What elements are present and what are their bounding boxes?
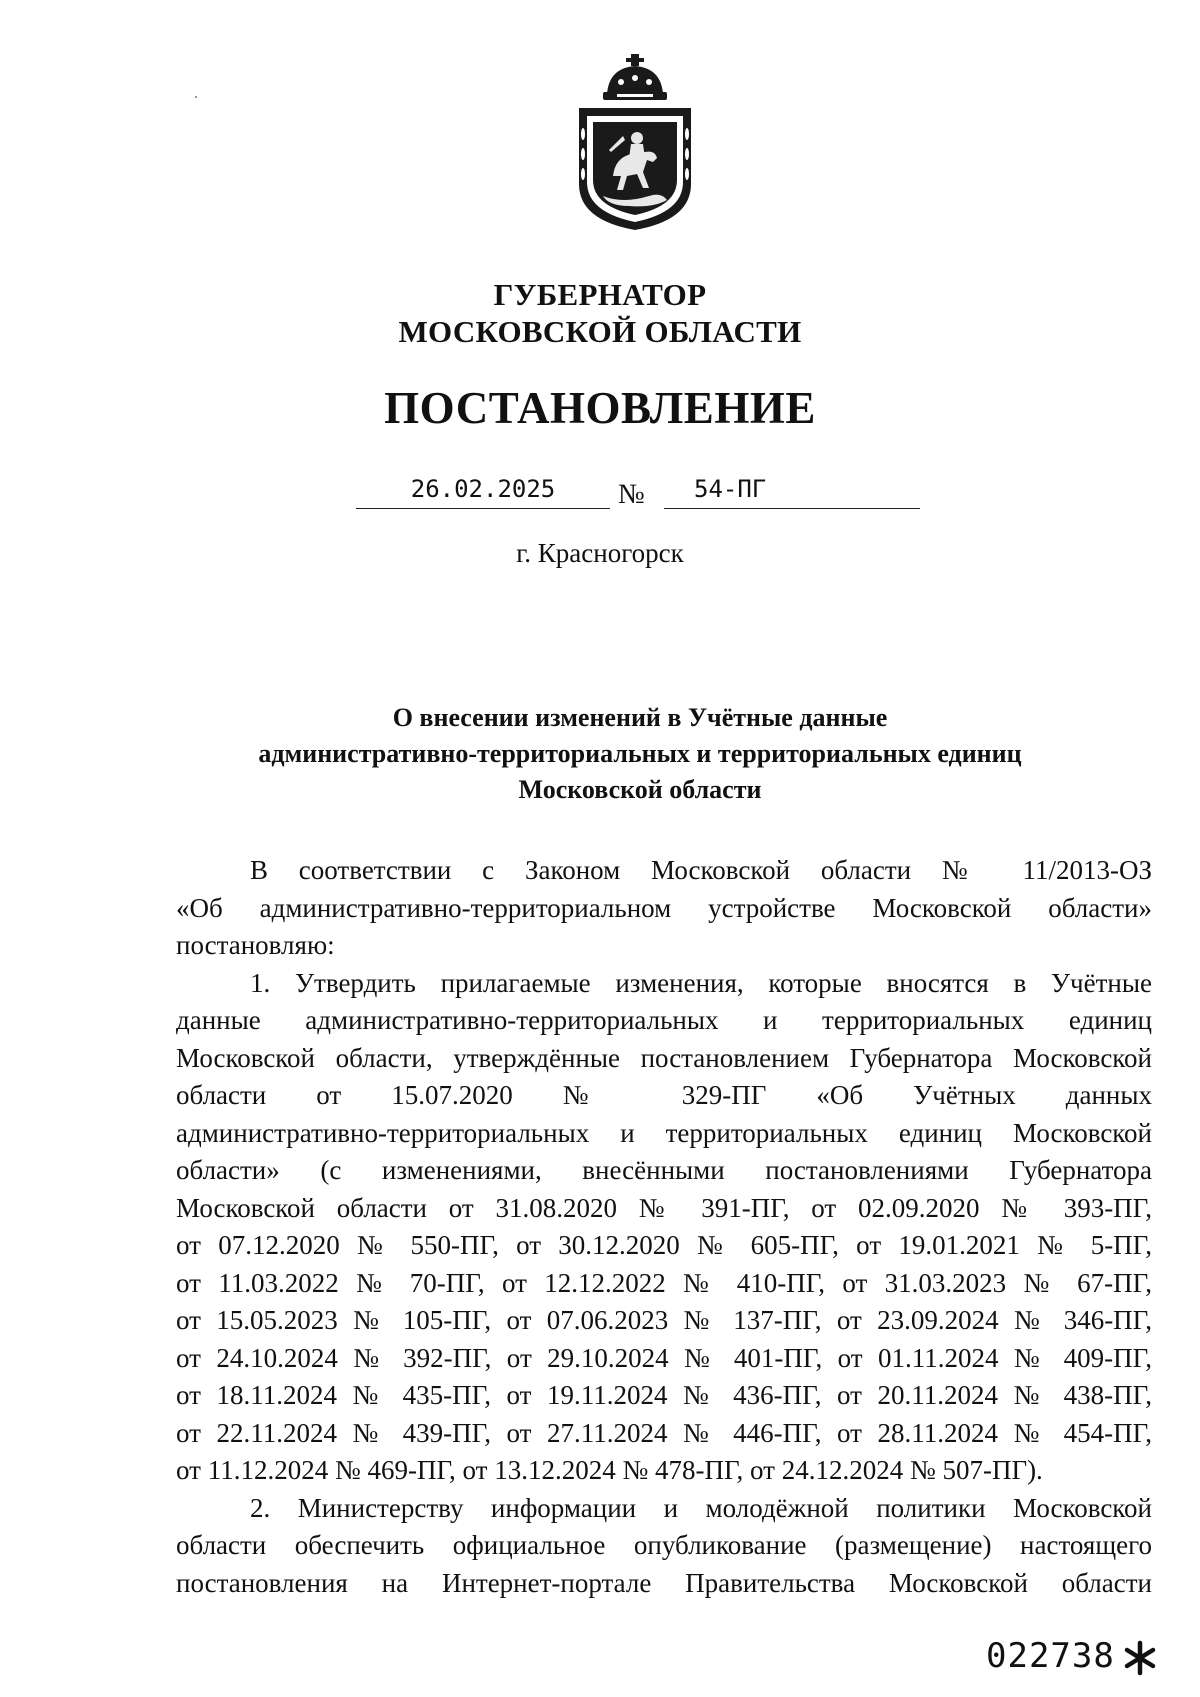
authority-line-2: МОСКОВСКОЙ ОБЛАСТИ — [398, 314, 802, 349]
body-line: Московской области, утверждённые постановлением Губернатора Московской — [176, 1042, 1152, 1073]
body-line: «Об административно-территориальном устройстве Московской области» — [176, 892, 1152, 923]
asterisk-icon — [1120, 1638, 1160, 1678]
city: г. Красногорск — [516, 538, 684, 568]
serial-number: 022738 — [986, 1636, 1115, 1676]
body-line: области от 15.07.2020 № 329-ПГ «Об Учётных данных — [176, 1080, 1152, 1110]
document-title — [200, 700, 1080, 808]
title-line-1: О внесении изменений в Учётные данные — [392, 703, 888, 732]
body-line: данные административно-территориальных и территориальных единиц — [176, 1005, 1152, 1035]
body-line: В соответствии с Законом Московской области № 11/2013-ОЗ — [250, 855, 1152, 885]
document-date: 26.02.2025 — [356, 474, 610, 509]
body-line: административно-территориальных и территориальных единиц Московской — [176, 1117, 1152, 1148]
body-line: 1. Утвердить прилагаемые изменения, которые вносятся в Учётные — [250, 967, 1152, 998]
document-body — [176, 852, 1152, 1602]
body-line: области обеспечить официальное опубликование (размещение) настоящего — [176, 1530, 1152, 1560]
body-line: Московской области от 31.08.2020 № 391-ПГ, от 02.09.2020 № 393-ПГ, — [176, 1192, 1152, 1223]
document-number-field — [664, 474, 920, 509]
title-line-2: административно-территориальных и территориальных единиц — [258, 739, 1022, 768]
body-line: от 11.12.2024 № 469-ПГ, от 13.12.2024 № 478-ПГ, от 24.12.2024 № 507-ПГ). — [176, 1455, 1043, 1485]
coat-of-arms-icon — [573, 54, 697, 232]
document-number: 54-ПГ — [694, 475, 767, 503]
number-sign: № — [618, 479, 645, 510]
authority-line-1: ГУБЕРНАТОР — [493, 277, 707, 312]
body-line: от 24.10.2024 № 392-ПГ, от 29.10.2024 № 401-ПГ, от 01.11.2024 № 409-ПГ, — [176, 1342, 1152, 1373]
date-number-line — [0, 474, 1200, 514]
body-line: постановления на Интернет-портале Правительства Московской области — [176, 1567, 1152, 1598]
document-type: ПОСТАНОВЛЕНИЕ — [384, 383, 816, 433]
body-line: от 15.05.2023 № 105-ПГ, от 07.06.2023 № 137-ПГ, от 23.09.2024 № 346-ПГ, — [176, 1305, 1152, 1335]
body-line: области» (с изменениями, внесёнными постановлениями Губернатора — [176, 1155, 1152, 1185]
body-line: от 18.11.2024 № 435-ПГ, от 19.11.2024 № 436-ПГ, от 20.11.2024 № 438-ПГ, — [176, 1380, 1152, 1410]
body-line: от 07.12.2020 № 550-ПГ, от 30.12.2020 № 605-ПГ, от 19.01.2021 № 5-ПГ, — [176, 1230, 1152, 1260]
body-line: постановляю: — [176, 930, 335, 960]
body-line: от 11.03.2022 № 70-ПГ, от 12.12.2022 № 410-ПГ, от 31.03.2023 № 67-ПГ, — [176, 1267, 1152, 1298]
body-line: 2. Министерству информации и молодёжной политики Московской — [250, 1492, 1152, 1523]
scan-speck — [195, 96, 197, 98]
body-line: от 22.11.2024 № 439-ПГ, от 27.11.2024 № 446-ПГ, от 28.11.2024 № 454-ПГ, — [176, 1417, 1152, 1448]
title-line-3: Московской области — [518, 775, 762, 804]
